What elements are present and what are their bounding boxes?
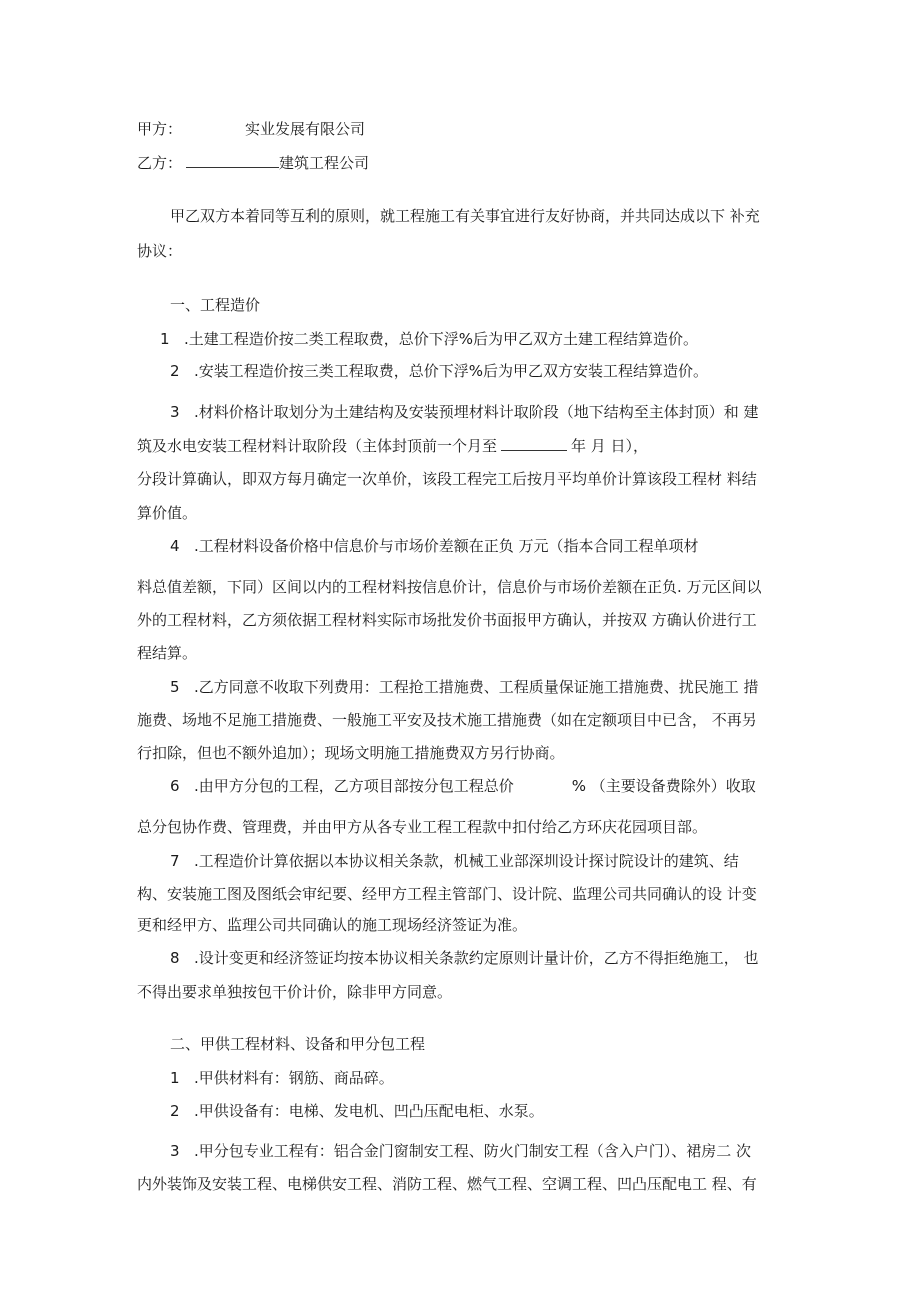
s1-item-6-line-2: 总分包协作费、管理费，并由甲方从各专业工程工程款中扣付给乙方环庆花园项目部。 (137, 818, 708, 836)
item-text: .材料价格计取划分为土建结构及安装预埋材料计取阶段（地下结构至主体封顶）和 建 (194, 403, 759, 421)
item-text: 年 月 日）， (571, 437, 649, 455)
item-text: .安装工程造价按三类工程取费，总价下浮%后为甲乙双方安装工程结算造价。 (194, 362, 709, 380)
item-number: 3 (170, 403, 180, 421)
item-number: 7 (170, 852, 180, 870)
s1-item-3 (170, 402, 759, 422)
item-number: 4 (170, 537, 180, 555)
s1-item-4-line-4: 程结算。 (137, 644, 198, 662)
intro-line-2: 协议： (137, 242, 183, 260)
s1-item-4-line-2: 料总值差额，下同）区间以内的工程材料按信息价计，信息价与市场价差额在正负. 万元区间以 (137, 578, 762, 596)
item-number: 3 (170, 1142, 180, 1160)
item-number: 2 (170, 1102, 180, 1120)
s1-item-7 (170, 851, 739, 871)
s2-item-3 (170, 1141, 751, 1161)
s1-item-4-line-3: 外的工程材料，乙方须依据工程材料实际市场批发价书面报甲方确认，并按双 方确认价进行工 (137, 611, 757, 629)
item-number: 8 (170, 949, 180, 967)
s1-item-5 (170, 677, 759, 697)
s1-item-3-line-3: 分段计算确认，即双方每月确定一次单价，该段工程完工后按月平均单价计算该段工程材 料结 (137, 470, 757, 488)
item-text: .工程材料设备价格中信息价与市场价差额在正负 万元（指本合同工程单项材 (194, 537, 699, 555)
party-b-name: 建筑工程公司 (279, 154, 370, 172)
s1-item-3-line-2 (137, 436, 648, 456)
item-number: 2 (170, 362, 180, 380)
s1-item-8-line-2: 不得出要求单独按包干价计价，除非甲方同意。 (137, 983, 453, 1001)
s1-item-5-line-2: 施费、场地不足施工措施费、一般施工平安及技术施工措施费（如在定额项目中已含， 不再另 (137, 711, 757, 729)
s1-item-7-line-2: 构、安装施工图及图纸会审纪要、经甲方工程主管部门、设计院、监理公司共同确认的设 计变 (137, 885, 757, 903)
item-text: % （主要设备费除外）收取 (571, 777, 756, 795)
item-text: .工程造价计算依据以本协议相关条款，机械工业部深圳设计探讨院设计的建筑、结 (194, 852, 739, 870)
item-number: 1 (170, 1069, 180, 1087)
party-b (137, 153, 369, 173)
item-text: .由甲方分包的工程，乙方项目部按分包工程总价 (194, 777, 514, 795)
party-a-name: 实业发展有限公司 (245, 120, 366, 138)
section2-title: 二、甲供工程材料、设备和甲分包工程 (170, 1035, 426, 1053)
item-text: .甲分包专业工程有：铝合金门窗制安工程、防火门制安工程（含入户门）、裙房二 次 (194, 1142, 752, 1160)
item-text: .土建工程造价按二类工程取费，总价下浮%后为甲乙双方土建工程结算造价。 (184, 330, 699, 348)
party-b-label: 乙方： (137, 154, 183, 172)
s1-item-7-line-3: 更和经甲方、监理公司共同确认的施工现场经济签证为准。 (137, 916, 528, 934)
s1-item-3-line-4: 算价值。 (137, 504, 198, 522)
item-text: .甲供材料有：钢筋、商品碎。 (194, 1069, 394, 1087)
item-number: 5 (170, 678, 180, 696)
section1-title: 一、工程造价 (170, 296, 261, 314)
date-blank (501, 436, 567, 451)
item-text: 筑及水电安装工程材料计取阶段（主体封顶前一个月至 (137, 437, 498, 455)
s1-item-6 (170, 776, 756, 796)
item-text: .甲供设备有：电梯、发电机、凹凸压配电柜、水泵。 (194, 1102, 544, 1120)
item-text: .设计变更和经济签证均按本协议相关条款约定原则计量计价，乙方不得拒绝施工， 也 (194, 949, 759, 967)
s1-item-2 (170, 361, 708, 381)
s2-item-2 (170, 1101, 544, 1121)
party-a (137, 119, 365, 139)
item-number: 1 (160, 330, 170, 348)
s2-item-1 (170, 1068, 394, 1088)
intro-line-1: 甲乙双方本着同等互利的原则，就工程施工有关事宜进行友好协商，并共同达成以下 补充 (170, 207, 760, 225)
s1-item-1 (160, 329, 698, 349)
item-number: 6 (170, 777, 180, 795)
s2-item-3-line-2: 内外装饰及安装工程、电梯供安工程、消防工程、燃气工程、空调工程、凹凸压配电工 程、有 (137, 1175, 757, 1193)
party-a-label: 甲方： (137, 120, 183, 138)
party-b-blank (186, 153, 279, 168)
item-text: .乙方同意不收取下列费用：工程抢工措施费、工程质量保证施工措施费、扰民施工 措 (194, 678, 759, 696)
s1-item-5-line-3: 行扣除，但也不额外追加）；现场文明施工措施费双方另行协商。 (137, 744, 565, 762)
s1-item-8 (170, 948, 759, 968)
s1-item-4 (170, 536, 699, 556)
